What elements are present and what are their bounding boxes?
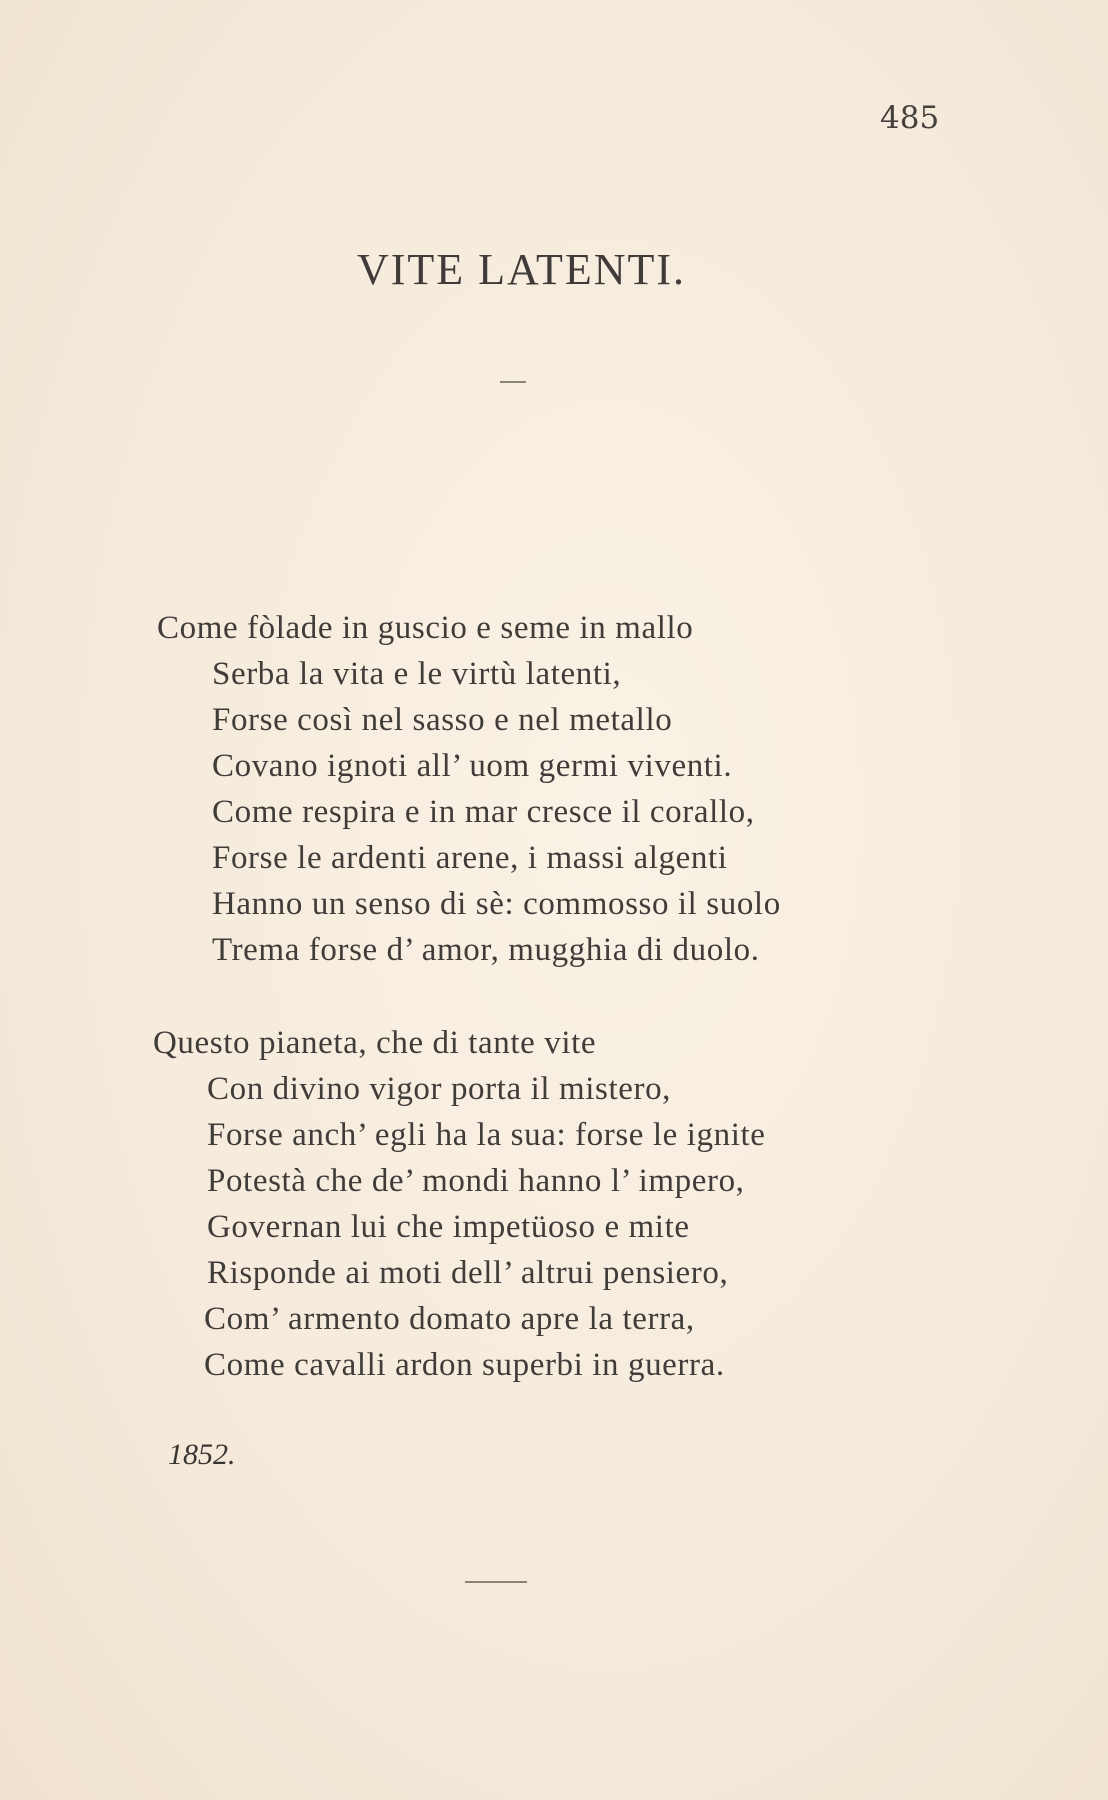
verse-line: Forse le ardenti arene, i massi algenti — [212, 840, 728, 876]
verse-line: Potestà che de’ mondi hanno l’ impero, — [207, 1163, 745, 1199]
closing-rule — [465, 1581, 527, 1583]
verse-line: Trema forse d’ amor, mugghia di duolo. — [212, 932, 760, 968]
verse-line: Questo pianeta, che di tante vite — [153, 1025, 597, 1061]
verse-line: Come respira e in mar cresce il corallo, — [212, 794, 755, 830]
title-rule — [500, 381, 526, 383]
verse-line: Con divino vigor porta il mistero, — [207, 1071, 672, 1107]
poem-title: VITE LATENTI. — [357, 245, 687, 294]
verse-line: Hanno un senso di sè: commosso il suolo — [212, 886, 781, 922]
verse-line: Com’ armento domato apre la terra, — [204, 1301, 695, 1337]
verse-line: Serba la vita e le virtù latenti, — [212, 656, 622, 692]
page-number: 485 — [880, 100, 940, 136]
verse-line: Governan lui che impetüoso e mite — [207, 1209, 690, 1245]
verse-line: Forse così nel sasso e nel metallo — [212, 702, 673, 738]
verse-line: Forse anch’ egli ha la sua: forse le ignite — [207, 1117, 766, 1153]
verse-line: Come cavalli ardon superbi in guerra. — [204, 1347, 725, 1383]
verse-line: Covano ignoti all’ uom germi viventi. — [212, 748, 733, 784]
verse-line: Come fòlade in guscio e seme in mallo — [157, 610, 694, 646]
poem-date: 1852. — [168, 1438, 236, 1471]
verse-line: Risponde ai moti dell’ altrui pensiero, — [207, 1255, 729, 1291]
